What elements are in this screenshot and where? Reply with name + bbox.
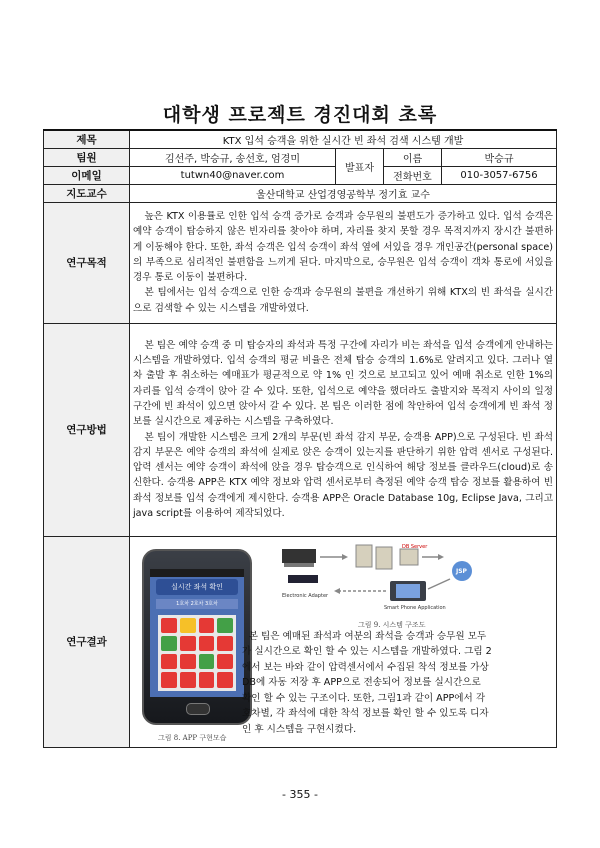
seat-occupied: [217, 654, 233, 669]
seat-reserved: [180, 618, 196, 633]
phone-car-tabs: 1호차 2호차 3호차: [156, 599, 238, 609]
seat-empty: [217, 618, 233, 633]
sensor-device-base: [284, 563, 314, 567]
db-server-icon: [400, 549, 418, 565]
seat-empty: [161, 636, 177, 651]
arrowhead-icon: [334, 588, 340, 594]
result-paragraph: 본 팀은 예매된 좌석과 여분의 좌석을 승객과 승무원 모두가 실시간으로 확인 할 수 있는 시스템을 개발하였다. 그림 2에서 보는 바와 같이 압력센서에서 수집된 착석 정보를 가상DB에 자동 저장 후 APP으로 전송되어 정보를 실시간으로 확인 할 수 있는 구조이다. 또한, 그림1과 같이 APP에서 각 호차별, 각 좌석에 대한 착석 정보를 확인 할 수 있도록 디자인 후 시스템을 구현시켰다.: [242, 630, 492, 735]
name-label: 이름: [384, 148, 442, 166]
phone-app-title: 실시간 좌석 확인: [156, 579, 238, 595]
seat-occupied: [180, 654, 196, 669]
arrowhead-icon: [342, 554, 348, 560]
page-title: 대학생 프로젝트 경진대회 초록: [162, 104, 438, 126]
seat-occupied: [199, 618, 215, 633]
adapter-label: Electronic Adapter: [282, 592, 329, 599]
seat-occupied: [217, 636, 233, 651]
team-label: 팀원: [44, 148, 130, 166]
server-icon: [376, 547, 392, 569]
server-icon: [356, 545, 372, 567]
seat-occupied: [161, 672, 177, 687]
seat-occupied: [199, 636, 215, 651]
phone-label: 전화번호: [384, 166, 442, 184]
system-figure-caption: 그림 9. 시스템 구조도: [358, 620, 426, 629]
seat-grid: [158, 615, 236, 691]
seat-occupied: [180, 672, 196, 687]
result-label: 연구결과: [44, 536, 130, 747]
subject-value: KTX 입석 승객을 위한 실시간 빈 좌석 검색 시스템 개발: [130, 130, 557, 148]
seat-occupied: [161, 618, 177, 633]
seat-occupied: [217, 672, 233, 687]
purpose-label: 연구목적: [44, 202, 130, 323]
presenter-name: 박승규: [442, 148, 557, 166]
presenter-label: 발표자: [336, 148, 384, 184]
jsp-label: JSP: [456, 567, 467, 575]
phone-screen: [150, 569, 244, 697]
sensor-device-icon: [282, 549, 316, 563]
flow-arrow: [428, 579, 450, 589]
method-label: 연구방법: [44, 323, 130, 536]
advisor-value: 울산대학교 산업경영공학부 정기효 교수: [130, 184, 557, 202]
result-section: [130, 536, 557, 747]
method-section: [130, 323, 557, 536]
db-server-label: DB Server: [402, 543, 428, 550]
app-figure-caption: 그림 8. APP 구현모습: [158, 733, 227, 742]
seat-occupied: [199, 672, 215, 687]
phone-mockup-image: [142, 549, 252, 725]
system-diagram: [278, 543, 494, 615]
email-label: 이메일: [44, 166, 130, 184]
method-paragraph: 본 팀은 예약 승객 중 미 탑승자의 좌석과 특정 구간에 자리가 비는 좌석을 입석 승객에게 안내하는 시스템을 개발하였다. 입석 승객의 평균 비율은 전체 탑승 승객의 1.6%로 알려지고 있다. 그러나 열차 출발 후 취소하는 예매표가 평균적으로 약 1% 인 것으로 보고되고 있어 예매 취소로 인한 1%의 자리를 입석 승객이 앉아 갈 수 있다. 또한, 입석으로 예약을 했더라도 출발지와 목적지 사이의 일정 구간에 빈 좌석이 있으면 앉아서 갈 수 있다. 본 팀은 이러한 점에 착안하여 입석 승객에게 빈 좌석 정보를 실시간으로 제공하는 시스템을 구축하였다.: [133, 339, 553, 428]
presenter-phone: 010-3057-6756: [442, 166, 557, 184]
purpose-paragraph: 높은 KTX 이용률로 인한 입석 승객 증가로 승객과 승무원의 불편도가 증가하고 있다. 입석 승객은 예약 승객이 탑승하지 않은 빈자리를 찾아야 하며, 자리를 찾지 못할 경우 목적지까지 장시간 불편하게 이동해야 한다. 또한, 좌석 승객은 입석 승객이 좌석 옆에 서있을 경우 개인공간(personal space)의 부족으로 심리적인 불편함을 느끼게 된다. 마지막으로, 승무원은 입석 승객이 객차 통로에 서있을 경우 통로 이동이 불편하다.: [133, 210, 553, 284]
team-value: 김선주, 박승규, 송선호, 엄경미: [130, 148, 336, 166]
seat-empty: [199, 654, 215, 669]
purpose-paragraph: 본 팀에서는 입석 승객으로 인한 승객과 승무원의 불편을 개선하기 위해 KTX의 빈 좌석을 실시간으로 검색할 수 있는 시스템을 개발하였다.: [133, 287, 553, 314]
purpose-section: [130, 202, 557, 323]
phone-status-bar: [150, 569, 244, 577]
email-value: tutwn40@naver.com: [130, 166, 336, 184]
adapter-board-icon: [288, 575, 318, 583]
subject-label: 제목: [44, 130, 130, 148]
seat-occupied: [180, 636, 196, 651]
page-number: - 355 -: [282, 788, 318, 801]
smartphone-app-label: Smart Phone Application: [384, 604, 446, 611]
phone-home-button: [186, 703, 210, 715]
arrowhead-icon: [438, 554, 444, 560]
phone-app-screen: [396, 584, 420, 598]
advisor-label: 지도교수: [44, 184, 130, 202]
method-paragraph: 본 팀이 개발한 시스템은 크게 2개의 부문(빈 좌석 감지 부문, 승객용 APP)으로 구성된다. 빈 좌석 감지 부문은 예약 승객의 좌석에 실제로 앉은 승객이 있는지를 판단하기 위한 압력 센서로 구성된다. 압력 센서는 예약 승객이 좌석에 앉을 경우 탑승객으로 인식하여 해당 정보를 클라우드(cloud)로 송신한다. 승객용 APP은 KTX 예약 정보와 압력 센서로부터 측정된 예약 승객 탑승 정보를 활용하여 빈 좌석 정보를 입석 승객에게 제시한다. 승객용 APP은 Oracle Database 10g, Eclipse Java, 그리고 java script를 이용하여 제작되었다.: [133, 431, 553, 519]
abstract-form: [43, 129, 557, 748]
seat-occupied: [161, 654, 177, 669]
result-text: [242, 629, 492, 738]
